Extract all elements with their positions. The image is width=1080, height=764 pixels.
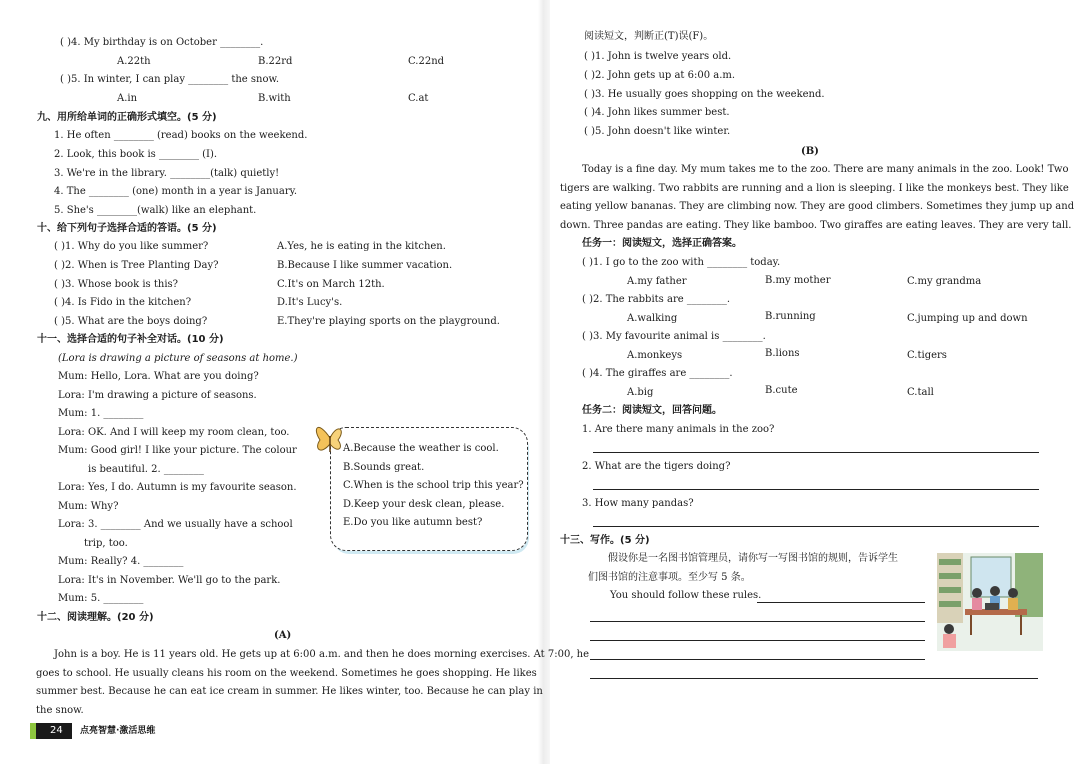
text-line: ( )3. He usually goes shopping on the weekend. <box>584 89 825 100</box>
text-line: B.cute <box>765 385 798 396</box>
footer-slogan: 点亮智慧·激活思维 <box>80 726 156 736</box>
option-e: E.Do you like autumn best? <box>343 517 483 528</box>
text-line: Mum: Hello, Lora. What are you doing? <box>58 371 259 382</box>
text-line: C.tall <box>907 387 934 398</box>
text-line: C.It's on March 12th. <box>277 279 385 290</box>
text-line: 们图书馆的注意事项。至少写 5 条。 <box>588 572 751 583</box>
text-line: tigers are walking. Two rabbits are running and a lion is sleeping. I like the monkeys best. They like <box>560 183 1069 194</box>
text-line: A.in <box>117 93 138 104</box>
text-line: D.It's Lucy's. <box>277 297 343 308</box>
text-line: ( )2. John gets up at 6:00 a.m. <box>584 70 736 81</box>
text-line: ( )1. John is twelve years old. <box>584 51 732 62</box>
text-line: C.jumping up and down <box>907 313 1028 324</box>
text-line: ( )1. I go to the zoo with ________ today. <box>582 257 781 268</box>
text-line: Mum: Good girl! I like your picture. The colour <box>58 445 297 456</box>
text-line: down. Three pandas are eating. They like bamboo. Two giraffes are eating leaves. They are very tall. <box>560 220 1072 231</box>
text-line: C.tigers <box>907 350 947 361</box>
text-line: A.big <box>627 387 654 398</box>
text-line: B.lions <box>765 348 800 359</box>
text-line: B.my mother <box>765 275 831 286</box>
section-heading: 九、用所给单词的正确形式填空。(5 分) <box>37 112 217 123</box>
text-line: A.walking <box>627 313 678 324</box>
text-line: ( )5. John doesn't like winter. <box>584 126 731 137</box>
page-number-badge <box>36 723 72 739</box>
text-line: the snow. <box>36 705 84 716</box>
text-line: Lora: 3. ________ And we usually have a school <box>58 519 293 530</box>
writing-line[interactable] <box>590 621 925 622</box>
text-line: Mum: Why? <box>58 501 119 512</box>
answer-line[interactable] <box>593 489 1039 490</box>
option-d: D.Keep your desk clean, please. <box>343 499 505 510</box>
text-line: C.22nd <box>408 56 445 67</box>
text-line: Lora: OK. And I will keep my room clean, too. <box>58 427 290 438</box>
text-line: trip, too. <box>84 538 128 549</box>
text-line: C.my grandma <box>907 276 982 287</box>
option-c: C.When is the school trip this year? <box>343 480 524 491</box>
text-line: (B) <box>801 146 819 157</box>
writing-line[interactable] <box>590 640 925 641</box>
text-line: eating yellow bananas. They are climbing now. They are good climbers. Sometimes they jump up and <box>560 201 1075 212</box>
text-line: 4. The ________ (one) month in a year is January. <box>54 186 298 197</box>
text-line: Mum: 1. ________ <box>58 408 144 419</box>
text-line: 2. Look, this book is ________ (I). <box>54 149 218 160</box>
section-heading: 十二、阅读理解。(20 分) <box>37 612 154 623</box>
text-line: E.They're playing sports on the playground. <box>277 316 500 327</box>
writing-line[interactable] <box>757 602 925 603</box>
text-line: A.my father <box>627 276 687 287</box>
text-line: Today is a fine day. My mum takes me to the zoo. There are many animals in the zoo. Look! Two <box>582 164 1069 175</box>
text-line: ( )5. What are the boys doing? <box>54 316 208 327</box>
text-line: 1. He often ________ (read) books on the weekend. <box>54 130 308 141</box>
text-line: Lora: Yes, I do. Autumn is my favourite season. <box>58 482 297 493</box>
text-line: B.22rd <box>258 56 293 67</box>
text-line: ( )4. Is Fido in the kitchen? <box>54 297 192 308</box>
text-line: You should follow these rules. <box>610 590 762 601</box>
library-illustration <box>937 553 1043 651</box>
text-line: is beautiful. 2. ________ <box>88 464 204 475</box>
option-b: B.Sounds great. <box>343 462 425 473</box>
text-line: B.with <box>258 93 291 104</box>
text-line: A.Yes, he is eating in the kitchen. <box>277 241 446 252</box>
writing-line[interactable] <box>590 678 1038 679</box>
text-line: ( )3. Whose book is this? <box>54 279 179 290</box>
text-line: ( )4. The giraffes are ________. <box>582 368 733 379</box>
text-line: Lora: It's in November. We'll go to the park. <box>58 575 281 586</box>
text-line: ( )1. Why do you like summer? <box>54 241 209 252</box>
text-line: summer best. Because he can eat ice cream in summer. He likes winter, too. Because he can play in <box>36 686 543 697</box>
answer-line[interactable] <box>593 526 1039 527</box>
section-heading: 任务一：阅读短文，选择正确答案。 <box>582 238 742 249</box>
text-line: 3. How many pandas? <box>582 498 694 509</box>
section-heading: 十一、选择合适的句子补全对话。(10 分) <box>37 334 224 345</box>
text-line: John is a boy. He is 11 years old. He gets up at 6:00 a.m. and then he does morning exercises. At 7:00, he <box>54 649 590 660</box>
butterfly-icon <box>312 418 348 460</box>
text-line: ( )5. In winter, I can play ________ the snow. <box>60 74 280 85</box>
text-line: ( )3. My favourite animal is ________. <box>582 331 766 342</box>
text-line: 2. What are the tigers doing? <box>582 461 731 472</box>
text-line: Lora: I'm drawing a picture of seasons. <box>58 390 257 401</box>
text-line: (Lora is drawing a picture of seasons at home.) <box>58 353 298 364</box>
text-line: A.monkeys <box>627 350 683 361</box>
text-line: Mum: Really? 4. ________ <box>58 556 184 567</box>
text-line: 1. Are there many animals in the zoo? <box>582 424 775 435</box>
option-a: A.Because the weather is cool. <box>343 443 499 454</box>
answer-line[interactable] <box>593 452 1039 453</box>
text-line: Mum: 5. ________ <box>58 593 144 604</box>
text-line: ( )2. The rabbits are ________. <box>582 294 730 305</box>
text-line: 假设你是一名图书馆管理员，请你写一写图书馆的规则，告诉学生 <box>608 553 898 564</box>
text-line: goes to school. He usually cleans his room on the weekend. Sometimes he goes shopping. He likes <box>36 668 537 679</box>
section-heading: 任务二：阅读短文，回答问题。 <box>582 405 722 416</box>
text-line: C.at <box>408 93 429 104</box>
text-line: ( )4. John likes summer best. <box>584 107 730 118</box>
text-line: B.running <box>765 311 816 322</box>
text-line: B.Because I like summer vacation. <box>277 260 453 271</box>
text-line: 3. We're in the library. ________(talk) quietly! <box>54 168 280 179</box>
options-box <box>330 427 528 551</box>
section-heading: 十三、写作。(5 分) <box>560 535 650 546</box>
text-line: A.22th <box>117 56 151 67</box>
text-line: ( )2. When is Tree Planting Day? <box>54 260 219 271</box>
text-line: ( )4. My birthday is on October ________. <box>60 37 264 48</box>
writing-line[interactable] <box>590 659 925 660</box>
text-line: 5. She's ________(walk) like an elephant. <box>54 205 257 216</box>
page-number: 24 <box>50 725 63 736</box>
text-line: (A) <box>274 630 292 641</box>
section-heading: 十、给下列句子选择合适的答语。(5 分) <box>37 223 217 234</box>
text-line: 阅读短文，判断正(T)误(F)。 <box>584 31 714 42</box>
